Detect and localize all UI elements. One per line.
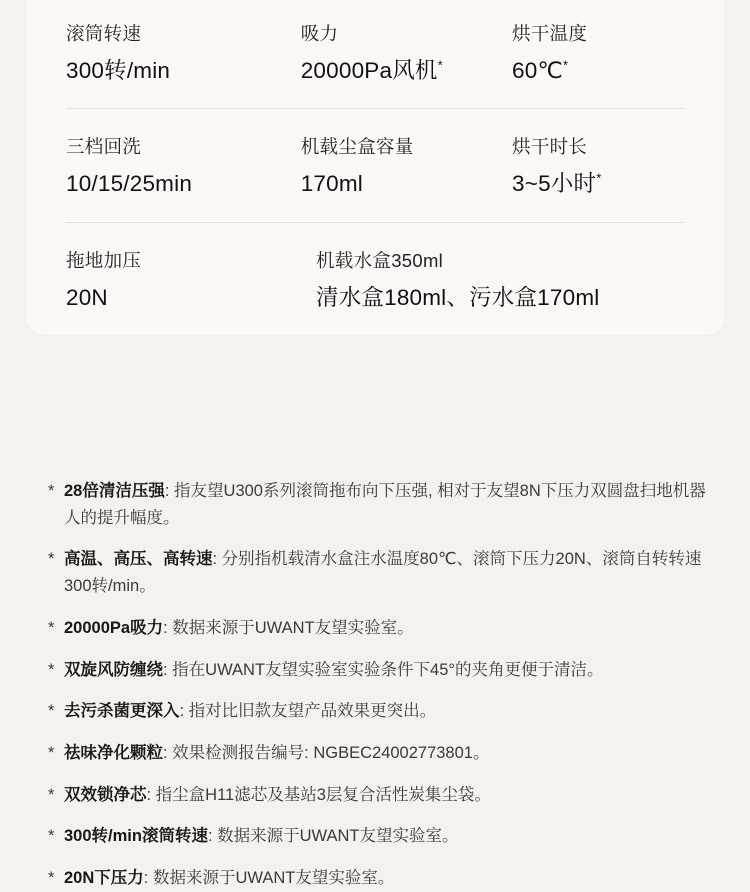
spec-row	[66, 0, 684, 109]
spec-value-superscript: *	[562, 57, 569, 73]
spec-cell-dry-temperature	[512, 22, 684, 86]
spec-value-text: 3~5小时	[512, 171, 597, 197]
footnote-term: 20N下压力	[64, 869, 144, 888]
footnote-star-icon: *	[48, 618, 55, 637]
footnote-item	[48, 478, 708, 531]
footnote-star-icon: *	[48, 869, 55, 888]
spec-row	[66, 109, 684, 222]
footnote-body	[64, 615, 708, 642]
footnotes-list	[48, 478, 708, 892]
spec-cell-dustbin-capacity	[301, 135, 512, 199]
spec-label: 吸力	[300, 23, 339, 44]
footnote-body	[64, 657, 708, 684]
footnote-item	[48, 823, 708, 850]
footnote-term: 祛味净化颗粒	[64, 744, 163, 763]
footnote-term: 28倍清洁压强	[64, 482, 165, 500]
footnote-item	[48, 865, 708, 888]
footnote-star-icon: *	[48, 550, 55, 569]
footnote-text: : 数据来源于UWANT友望实验室。	[163, 618, 414, 637]
footnote-term: 双效锁净芯	[64, 785, 147, 804]
spec-value	[316, 283, 600, 313]
spec-cell-dry-duration	[512, 135, 684, 199]
spec-cell-drum-speed	[66, 22, 301, 86]
footnote-body	[64, 740, 708, 767]
footnote-term: 高温、高压、高转速	[64, 550, 213, 569]
spec-value	[301, 169, 502, 199]
footnote-text: : 效果检测报告编号: NGBEC24002773801。	[163, 744, 490, 763]
footnote-text: : 分别指机载清水盒注水温度80℃、滚筒下压力20N、滚筒自转转速300转/min。	[64, 550, 702, 596]
spec-value-text: 10/15/25min	[66, 171, 193, 197]
spec-cell-water-tank	[316, 249, 600, 313]
spec-label: 拖地加压	[66, 249, 142, 271]
footnote-star-icon: *	[48, 482, 55, 500]
footnote-star-icon: *	[48, 827, 55, 846]
footnote-item	[48, 782, 708, 809]
footnote-text: : 指尘盒H11滤芯及基站3层复合活性炭集尘袋。	[146, 785, 491, 804]
footnote-item	[48, 615, 708, 642]
spec-cell-wash-modes	[66, 135, 301, 199]
spec-value-text: 20000Pa风机	[300, 57, 438, 83]
spec-value	[512, 56, 674, 86]
footnote-text: : 指对比旧款友望产品效果更突出。	[179, 702, 437, 721]
spec-label: 三档回洗	[66, 136, 142, 158]
spec-value-text: 170ml	[300, 171, 364, 197]
footnote-star-icon: *	[48, 660, 55, 679]
spec-value-text: 清水盒180ml、污水盒170ml	[316, 284, 600, 310]
footnote-term: 双旋风防缠绕	[64, 660, 163, 679]
spec-row	[66, 223, 684, 335]
footnote-item	[48, 698, 708, 725]
footnote-star-icon: *	[48, 785, 55, 804]
footnote-body	[64, 546, 708, 599]
spec-cell-suction	[301, 22, 512, 86]
footnote-star-icon: *	[48, 744, 55, 763]
spec-value	[301, 56, 502, 86]
spec-value	[66, 283, 306, 313]
spec-card	[26, 0, 724, 335]
footnote-text: : 数据来源于UWANT友望实验室。	[207, 827, 459, 846]
footnote-item	[48, 657, 708, 684]
spec-label: 机载水盒350ml	[316, 249, 444, 271]
footnote-body	[64, 865, 708, 892]
spec-value	[512, 169, 674, 199]
spec-cell-mop-pressure	[66, 249, 316, 313]
footnote-term: 300转/min滚筒转速	[64, 827, 208, 846]
footnote-body	[64, 478, 708, 531]
footnote-text: : 指在UWANT友望实验室实验条件下45°的夹角更便于清洁。	[163, 660, 604, 679]
spec-value-text: 60℃	[512, 57, 563, 83]
footnote-body	[64, 782, 708, 809]
spec-value-text: 20N	[66, 284, 108, 310]
footnote-text: : 数据来源于UWANT友望实验室。	[143, 869, 395, 888]
spec-value-superscript: *	[596, 170, 602, 186]
spec-label: 机载尘盒容量	[300, 136, 414, 158]
footnote-item	[48, 546, 708, 599]
footnote-body	[64, 823, 708, 850]
spec-label: 烘干时长	[512, 136, 588, 158]
spec-value	[66, 169, 291, 199]
footnote-body	[64, 698, 708, 725]
spec-value	[66, 56, 291, 86]
footnote-text: : 指友望U300系列滚筒拖布向下压强, 相对于友望8N下压力双圆盘扫地机器人的提升幅度。	[64, 482, 706, 527]
spec-value-text: 300转/min	[66, 57, 171, 83]
footnote-star-icon: *	[48, 702, 55, 721]
spec-label: 烘干温度	[512, 23, 588, 44]
spec-label: 滚筒转速	[66, 23, 142, 44]
footnote-item	[48, 740, 708, 767]
footnote-term: 20000Pa吸力	[64, 618, 164, 637]
spec-value-superscript: *	[437, 57, 443, 73]
footnote-term: 去污杀菌更深入	[64, 702, 180, 721]
